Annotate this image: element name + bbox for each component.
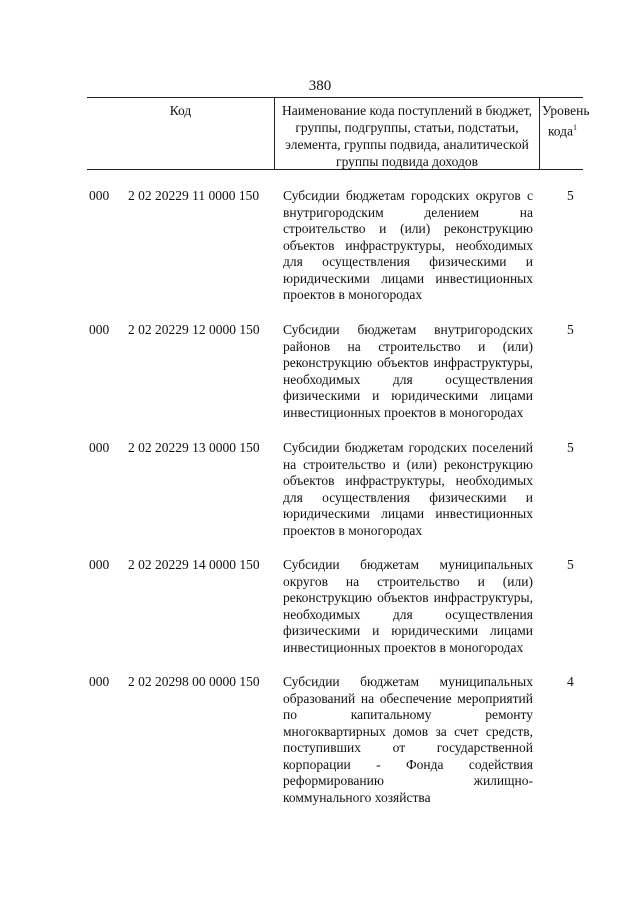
row-admin-code: 000 bbox=[89, 674, 110, 689]
row-description: Субсидии бюджетам городских поселений на строительство и (или) реконструкцию объектов инфраструктуры, необходимых для осуществления физическими и юридическими лицами инвестиционных проектов в моногородах bbox=[283, 440, 533, 538]
row-code: 2 02 20229 11 0000 150 bbox=[128, 188, 260, 203]
row-level: 5 bbox=[567, 440, 574, 455]
header-level bbox=[540, 98, 590, 169]
row-code: 2 02 20298 00 0000 150 bbox=[128, 674, 260, 689]
row-description: Субсидии бюджетам муниципальных образований на обеспечение мероприятий по капитальному ремонту многоквартирных домов за счет средств, поступивших от государственной корпорации - Фонда содействия реформированию жилищно-коммунального хозяйства bbox=[283, 674, 533, 805]
row-code: 2 02 20229 12 0000 150 bbox=[128, 322, 260, 337]
header-code-label: Код bbox=[169, 103, 192, 118]
header-level-footnote: 1 bbox=[573, 123, 578, 132]
header-name bbox=[275, 98, 540, 169]
row-description: Субсидии бюджетам городских округов с внутригородским делением на строительство и (или) реконструкцию объектов инфраструктуры, необходимых для осуществления физическими и юридическими лицами инвестиционных проектов в моногородах bbox=[283, 188, 533, 302]
header-name-label: Наименование кода поступлений в бюджет, группы, подгруппы, статьи, подстатьи, элемента, группы подвида, аналитической группы подвида доходов bbox=[281, 103, 532, 169]
row-description: Субсидии бюджетам муниципальных округов на строительство и (или) реконструкцию объектов инфраструктуры, необходимых для осуществления физическими и юридическими лицами инвестиционных проектов в моногородах bbox=[283, 557, 533, 655]
row-code: 2 02 20229 14 0000 150 bbox=[128, 557, 260, 572]
row-level: 5 bbox=[567, 188, 574, 203]
row-level: 5 bbox=[567, 322, 574, 337]
row-admin-code: 000 bbox=[89, 188, 110, 203]
row-description: Субсидии бюджетам внутригородских районов на строительство и (или) реконструкцию объектов инфраструктуры, необходимых для осуществления физическими и юридическими лицами инвестиционных проектов в моногородах bbox=[283, 322, 533, 420]
page-number: 380 bbox=[308, 78, 332, 94]
row-code: 2 02 20229 13 0000 150 bbox=[128, 440, 260, 455]
table-header bbox=[87, 97, 590, 170]
row-level: 5 bbox=[567, 557, 574, 572]
row-admin-code: 000 bbox=[89, 557, 110, 572]
row-level: 4 bbox=[567, 674, 574, 689]
row-admin-code: 000 bbox=[89, 440, 110, 455]
header-code bbox=[87, 98, 275, 169]
row-admin-code: 000 bbox=[89, 322, 110, 337]
header-level-label: Уровень кода bbox=[542, 103, 590, 139]
